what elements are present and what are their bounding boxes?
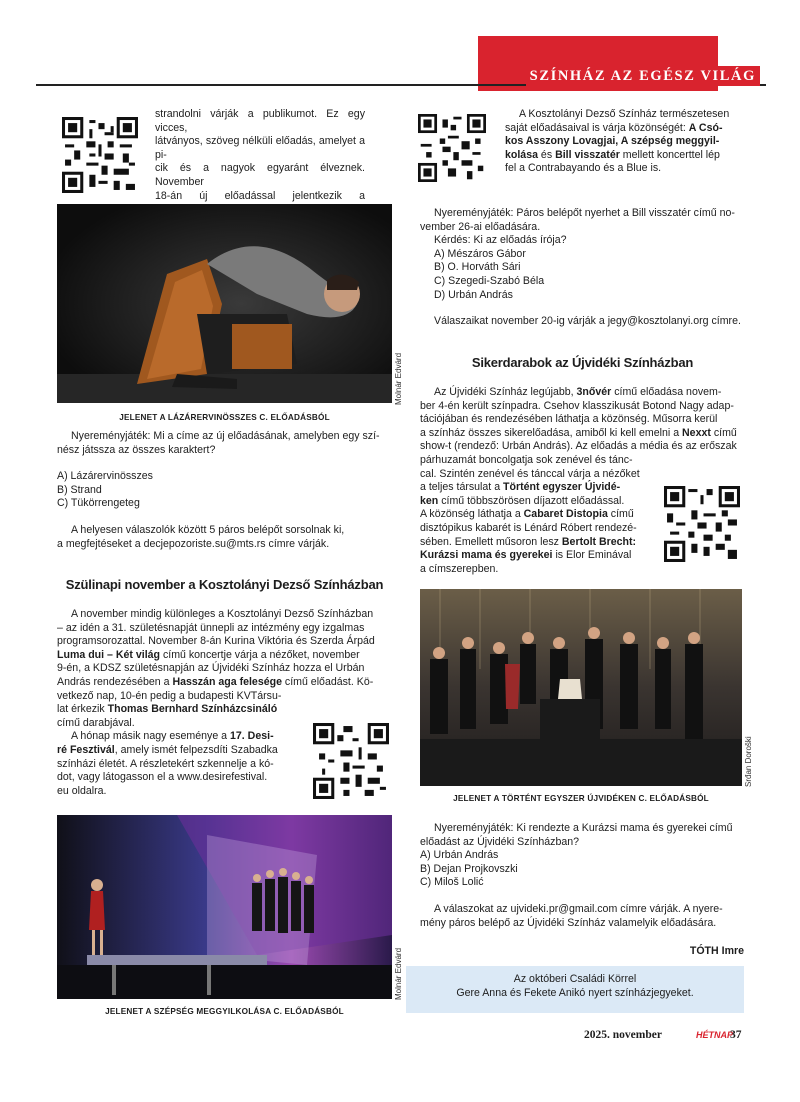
photo-lazarervinosszes xyxy=(57,204,392,403)
issue-date: 2025. november xyxy=(584,1029,662,1041)
photo-credit: Molnár Edvárd xyxy=(394,947,403,1000)
quiz-2: Nyereményjáték: Páros belépőt nyerhet a Bill visszatér című no- vember 26-ai előadására. Kérdés: Ki az előadás írója? A) Mészáros Gábor B) O. Horváth Sári C) Szegedi-Szabó Béla D) Urbán András Válaszaikat november 20-ig várják a jegy@kosztolanyi.org címre. xyxy=(420,207,741,328)
ujvideki-article: Az Újvidéki Színház legújabb, 3nővér című előadása novem- ber 4-én került színpadra. Csehov klasszikusát Botond Nagy adap- tációjában és rendezésében láthatja a közönség. Műsorra kerül a színház összes sikerelőadása, amiből ki kell emelni a Nexxt című show-t (rendező: Urbán András). Az előadás a média és az erőszak párhuzamát boncolgatja sok zenével és tánc- cal. Szintén zenével és tánccal várja a nézőket a teljes társulat a Történt egyszer Újvidé- ken című többszörösen díjazott előadással. A közönség láthatja a Cabaret Distopia című disztópikus kabarét is Lénárd Róbert rendezé- sében. Emellett műsoron lesz Bertolt Brecht: Kurázsi mama és gyerekei is Elor Eminával a címszerepben. xyxy=(420,386,737,575)
winners-box: Az októberi Családi Körrel Gere Anna és Fekete Anikó nyert színházjegyeket. xyxy=(406,966,744,1013)
qr-code xyxy=(62,117,138,193)
photo-szepseg-meggyilkolasa xyxy=(57,815,392,999)
photo-credit: Molnár Edvárd xyxy=(394,352,403,405)
page-number: 37 xyxy=(730,1029,742,1041)
photo-caption: JELENET A SZÉPSÉG MEGGYILKOLÁSA C. ELŐADÁSBÓL xyxy=(105,1007,344,1016)
quiz-1: Nyereményjáték: Mi a címe az új előadásának, amelyben egy szí- nész játssza az összes karaktert? A) Lázárervinösszes B) Strand C) Tükörrengeteg A helyesen válaszolók között 5 páros belépőt sorsolnak ki, a megfejtéseket a decjepozoriste.su@mts.rs címre várják. xyxy=(57,430,380,550)
photo-caption: JELENET A LÁZÁRERVINÖSSZES C. ELŐADÁSBÓL xyxy=(119,413,330,422)
qr-code xyxy=(664,486,740,562)
section-heading: Szülinapi november a Kosztolányi Dezső Színházban xyxy=(65,577,384,592)
birthday-article: A november mindig különleges a Kosztolányi Dezső Színházban – az idén a 31. születésnapját ünnepli az intézmény egy izgalmas programsorozattal. November 8-án Kurina Viktória és Szerda Árpád Luma dui – Két világ című koncertje várja a nézőket, november 9-én, a KDSZ születésnapján az Újvidéki Színház hozza el Urbán András rendezésében a Hasszán aga felesége című előadást. Kö- vetkező nap, 10-én pedig a budapesti KVTársu- lat érkezik Thomas Bernhard Színházcsináló című darabjával. A hónap másik nagy eseménye a 17. Desi- ré Fesztivál, amely ismét felpezsdíti Szabadka színházi életét. A részletekért szkennelje a kó- dot, vagy látogasson el a www.desirefestival. eu oldalra. xyxy=(57,608,375,797)
intro-paragraph: strandolni várják a publikumot. Ez egy vicces, látványos, szöveg nélküli előadás, amelyet a pi- cik és a nagyok egyaránt élveznek. November 18-án új előadással jelentkezik a xyxy=(155,108,365,202)
author: TÓTH Imre xyxy=(689,945,744,957)
quiz-3: Nyereményjáték: Ki rendezte a Kurázsi mama és gyerekei című előadást az Újvidéki Színházban? A) Urbán András B) Dejan Projkovszki C) Miloš Lolić A válaszokat az ujvideki.pr@gmail.com címre várják. A nyere- mény páros belépő az Újvidéki Színház valamelyik előadására. xyxy=(420,822,733,929)
kdsz-paragraph: A Kosztolányi Dezső Színház természetesen saját előadásaival is várja közönségét: A Csó- kos Asszony Lovagjai, A szépség meggyil- kolása és Bill visszatér mellett koncerttel lép fel a Contrabayando és a Blue is. xyxy=(505,108,730,175)
section-heading: Sikerdarabok az Újvidéki Színházban xyxy=(471,355,694,370)
photo-tortent-egyszer-ujvideken xyxy=(420,589,742,786)
qr-code xyxy=(418,114,486,182)
photo-caption: JELENET A TÖRTÉNT EGYSZER ÚJVIDÉKEN C. ELŐADÁSBÓL xyxy=(453,794,709,803)
section-title: SZÍNHÁZ AZ EGÉSZ VILÁG xyxy=(478,70,766,84)
photo-credit: Srđan Doroški xyxy=(744,736,753,787)
qr-code xyxy=(313,723,389,799)
magazine-logo: HÉTNAP xyxy=(696,1030,734,1040)
